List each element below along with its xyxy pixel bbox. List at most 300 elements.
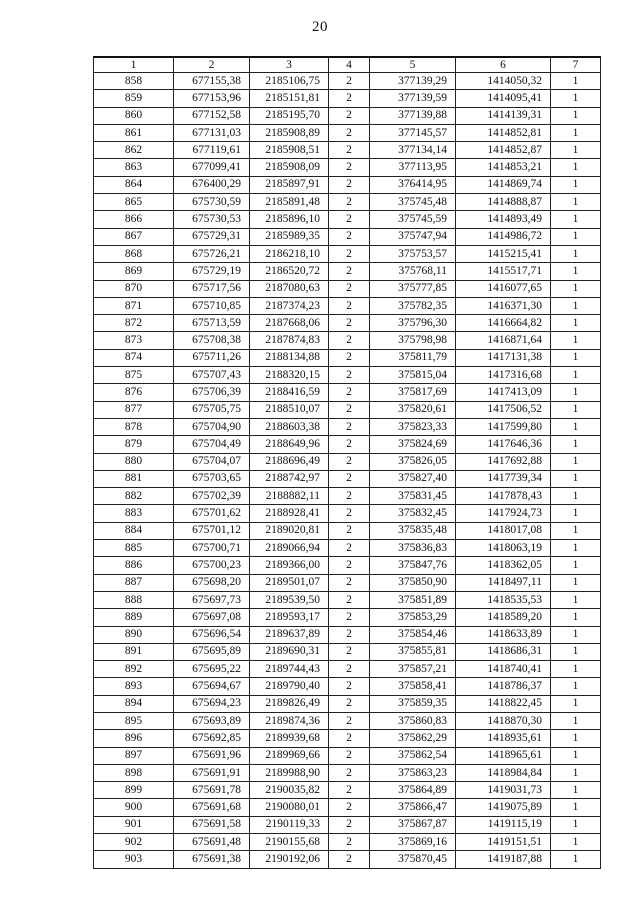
x-coordinate-cell: 675700,23 [174, 557, 250, 574]
x2-coordinate-cell: 375811,79 [370, 349, 456, 366]
page-number: 20 [312, 19, 328, 35]
x2-coordinate-cell: 375835,48 [370, 522, 456, 539]
zone-cell: 2 [329, 280, 370, 297]
x2-coordinate-cell: 377139,29 [370, 73, 456, 90]
point-number-cell: 869 [94, 263, 174, 280]
y-coordinate-cell: 2189690,31 [250, 643, 329, 660]
x2-coordinate-cell: 375798,98 [370, 332, 456, 349]
y2-coordinate-cell: 1415517,71 [456, 263, 551, 280]
zone-cell: 2 [329, 401, 370, 418]
method-cell: 1 [551, 124, 601, 141]
table-row [94, 695, 601, 712]
zone-cell: 2 [329, 332, 370, 349]
zone-cell: 2 [329, 315, 370, 332]
y2-coordinate-cell: 1414852,87 [456, 142, 551, 159]
y-coordinate-cell: 2187374,23 [250, 297, 329, 314]
x-coordinate-cell: 675707,43 [174, 367, 250, 384]
zone-cell: 2 [329, 194, 370, 211]
y-coordinate-cell: 2189744,43 [250, 661, 329, 678]
y2-coordinate-cell: 1418535,53 [456, 591, 551, 608]
zone-cell: 2 [329, 540, 370, 557]
x-coordinate-cell: 675698,20 [174, 574, 250, 591]
x-coordinate-cell: 675730,59 [174, 194, 250, 211]
table-header [94, 57, 601, 73]
zone-cell: 2 [329, 159, 370, 176]
table-row [94, 643, 601, 660]
x2-coordinate-cell: 375747,94 [370, 228, 456, 245]
table-row [94, 124, 601, 141]
x-coordinate-cell: 675694,23 [174, 695, 250, 712]
x2-coordinate-cell: 375859,35 [370, 695, 456, 712]
table-row [94, 782, 601, 799]
x-coordinate-cell: 675711,26 [174, 349, 250, 366]
y-coordinate-cell: 2189366,00 [250, 557, 329, 574]
y-coordinate-cell: 2189939,68 [250, 730, 329, 747]
method-cell: 1 [551, 591, 601, 608]
y-coordinate-cell: 2188882,11 [250, 488, 329, 505]
y-coordinate-cell: 2189988,90 [250, 764, 329, 781]
method-cell: 1 [551, 747, 601, 764]
point-number-cell: 889 [94, 609, 174, 626]
method-cell: 1 [551, 194, 601, 211]
y2-coordinate-cell: 1414853,21 [456, 159, 551, 176]
zone-cell: 2 [329, 124, 370, 141]
method-cell: 1 [551, 332, 601, 349]
table-row [94, 176, 601, 193]
x2-coordinate-cell: 375857,21 [370, 661, 456, 678]
y2-coordinate-cell: 1417692,88 [456, 453, 551, 470]
table-row [94, 349, 601, 366]
point-number-cell: 874 [94, 349, 174, 366]
table-row [94, 211, 601, 228]
y2-coordinate-cell: 1419115,19 [456, 816, 551, 833]
x2-coordinate-cell: 377134,14 [370, 142, 456, 159]
table-row [94, 367, 601, 384]
table-row [94, 436, 601, 453]
zone-cell: 2 [329, 436, 370, 453]
x-coordinate-cell: 675708,38 [174, 332, 250, 349]
table-row [94, 851, 601, 868]
point-number-cell: 896 [94, 730, 174, 747]
x2-coordinate-cell: 375815,04 [370, 367, 456, 384]
zone-cell: 2 [329, 470, 370, 487]
y-coordinate-cell: 2187668,06 [250, 315, 329, 332]
x2-coordinate-cell: 375855,81 [370, 643, 456, 660]
y-coordinate-cell: 2189790,40 [250, 678, 329, 695]
point-number-cell: 901 [94, 816, 174, 833]
table-row [94, 834, 601, 851]
method-cell: 1 [551, 557, 601, 574]
method-cell: 1 [551, 73, 601, 90]
y2-coordinate-cell: 1416077,65 [456, 280, 551, 297]
point-number-cell: 872 [94, 315, 174, 332]
table-row [94, 730, 601, 747]
y-coordinate-cell: 2188134,88 [250, 349, 329, 366]
y2-coordinate-cell: 1418686,31 [456, 643, 551, 660]
x-coordinate-cell: 675729,19 [174, 263, 250, 280]
y2-coordinate-cell: 1418822,45 [456, 695, 551, 712]
table-row [94, 73, 601, 90]
zone-cell: 2 [329, 816, 370, 833]
y2-coordinate-cell: 1417413,09 [456, 384, 551, 401]
x-coordinate-cell: 675694,67 [174, 678, 250, 695]
y2-coordinate-cell: 1414050,32 [456, 73, 551, 90]
x2-coordinate-cell: 375870,45 [370, 851, 456, 868]
x2-coordinate-cell: 375847,76 [370, 557, 456, 574]
x2-coordinate-cell: 375854,46 [370, 626, 456, 643]
method-cell: 1 [551, 834, 601, 851]
y2-coordinate-cell: 1417506,52 [456, 401, 551, 418]
point-number-cell: 875 [94, 367, 174, 384]
x-coordinate-cell: 677152,58 [174, 107, 250, 124]
y-coordinate-cell: 2186520,72 [250, 263, 329, 280]
column-header-5: 5 [370, 57, 456, 73]
x2-coordinate-cell: 375745,59 [370, 211, 456, 228]
x-coordinate-cell: 675691,91 [174, 764, 250, 781]
column-header-1: 1 [94, 57, 174, 73]
point-number-cell: 880 [94, 453, 174, 470]
zone-cell: 2 [329, 695, 370, 712]
y2-coordinate-cell: 1417599,80 [456, 418, 551, 435]
x-coordinate-cell: 675700,71 [174, 540, 250, 557]
x-coordinate-cell: 675693,89 [174, 712, 250, 729]
method-cell: 1 [551, 661, 601, 678]
y-coordinate-cell: 2188510,07 [250, 401, 329, 418]
method-cell: 1 [551, 315, 601, 332]
method-cell: 1 [551, 816, 601, 833]
y-coordinate-cell: 2185908,89 [250, 124, 329, 141]
y2-coordinate-cell: 1419031,73 [456, 782, 551, 799]
x-coordinate-cell: 675706,39 [174, 384, 250, 401]
point-number-cell: 876 [94, 384, 174, 401]
table-row [94, 661, 601, 678]
x-coordinate-cell: 675695,89 [174, 643, 250, 660]
point-number-cell: 867 [94, 228, 174, 245]
method-cell: 1 [551, 142, 601, 159]
y2-coordinate-cell: 1418589,20 [456, 609, 551, 626]
table-row [94, 194, 601, 211]
y2-coordinate-cell: 1414986,72 [456, 228, 551, 245]
x2-coordinate-cell: 375862,29 [370, 730, 456, 747]
method-cell: 1 [551, 643, 601, 660]
zone-cell: 2 [329, 678, 370, 695]
method-cell: 1 [551, 712, 601, 729]
y-coordinate-cell: 2189066,94 [250, 540, 329, 557]
method-cell: 1 [551, 176, 601, 193]
x-coordinate-cell: 677153,96 [174, 90, 250, 107]
zone-cell: 2 [329, 263, 370, 280]
y-coordinate-cell: 2190119,33 [250, 816, 329, 833]
zone-cell: 2 [329, 505, 370, 522]
x2-coordinate-cell: 375858,41 [370, 678, 456, 695]
table-row [94, 297, 601, 314]
point-number-cell: 884 [94, 522, 174, 539]
method-cell: 1 [551, 695, 601, 712]
method-cell: 1 [551, 453, 601, 470]
point-number-cell: 868 [94, 245, 174, 262]
table-row [94, 470, 601, 487]
x2-coordinate-cell: 375866,47 [370, 799, 456, 816]
x-coordinate-cell: 675691,58 [174, 816, 250, 833]
y-coordinate-cell: 2187080,63 [250, 280, 329, 297]
x2-coordinate-cell: 375850,90 [370, 574, 456, 591]
y2-coordinate-cell: 1418362,05 [456, 557, 551, 574]
method-cell: 1 [551, 90, 601, 107]
table-row [94, 799, 601, 816]
column-header-7: 7 [551, 57, 601, 73]
y2-coordinate-cell: 1415215,41 [456, 245, 551, 262]
x2-coordinate-cell: 375796,30 [370, 315, 456, 332]
header-row [94, 57, 601, 73]
point-number-cell: 886 [94, 557, 174, 574]
y2-coordinate-cell: 1417646,36 [456, 436, 551, 453]
y2-coordinate-cell: 1414095,41 [456, 90, 551, 107]
method-cell: 1 [551, 764, 601, 781]
y-coordinate-cell: 2189593,17 [250, 609, 329, 626]
zone-cell: 2 [329, 349, 370, 366]
point-number-cell: 861 [94, 124, 174, 141]
y-coordinate-cell: 2189826,49 [250, 695, 329, 712]
y2-coordinate-cell: 1419151,51 [456, 834, 551, 851]
x-coordinate-cell: 675704,49 [174, 436, 250, 453]
column-header-2: 2 [174, 57, 250, 73]
zone-cell: 2 [329, 782, 370, 799]
method-cell: 1 [551, 470, 601, 487]
table-row [94, 280, 601, 297]
column-header-6: 6 [456, 57, 551, 73]
y-coordinate-cell: 2185891,48 [250, 194, 329, 211]
x2-coordinate-cell: 375836,83 [370, 540, 456, 557]
y2-coordinate-cell: 1414139,31 [456, 107, 551, 124]
y2-coordinate-cell: 1418870,30 [456, 712, 551, 729]
x-coordinate-cell: 675703,65 [174, 470, 250, 487]
method-cell: 1 [551, 522, 601, 539]
method-cell: 1 [551, 401, 601, 418]
method-cell: 1 [551, 678, 601, 695]
y-coordinate-cell: 2185908,51 [250, 142, 329, 159]
point-number-cell: 898 [94, 764, 174, 781]
method-cell: 1 [551, 159, 601, 176]
x2-coordinate-cell: 375853,29 [370, 609, 456, 626]
method-cell: 1 [551, 505, 601, 522]
y2-coordinate-cell: 1419075,89 [456, 799, 551, 816]
table-row [94, 401, 601, 418]
point-number-cell: 899 [94, 782, 174, 799]
zone-cell: 2 [329, 488, 370, 505]
table-row [94, 107, 601, 124]
x2-coordinate-cell: 377145,57 [370, 124, 456, 141]
x-coordinate-cell: 675697,73 [174, 591, 250, 608]
x-coordinate-cell: 675717,56 [174, 280, 250, 297]
zone-cell: 2 [329, 626, 370, 643]
point-number-cell: 883 [94, 505, 174, 522]
table-row [94, 816, 601, 833]
x2-coordinate-cell: 375862,54 [370, 747, 456, 764]
table-row [94, 591, 601, 608]
x-coordinate-cell: 675704,07 [174, 453, 250, 470]
y-coordinate-cell: 2189637,89 [250, 626, 329, 643]
zone-cell: 2 [329, 764, 370, 781]
zone-cell: 2 [329, 228, 370, 245]
zone-cell: 2 [329, 851, 370, 868]
table-row [94, 488, 601, 505]
zone-cell: 2 [329, 176, 370, 193]
x-coordinate-cell: 677131,03 [174, 124, 250, 141]
x-coordinate-cell: 677155,38 [174, 73, 250, 90]
column-header-3: 3 [250, 57, 329, 73]
x-coordinate-cell: 675697,08 [174, 609, 250, 626]
point-number-cell: 865 [94, 194, 174, 211]
x2-coordinate-cell: 375827,40 [370, 470, 456, 487]
method-cell: 1 [551, 730, 601, 747]
point-number-cell: 894 [94, 695, 174, 712]
y-coordinate-cell: 2188696,49 [250, 453, 329, 470]
point-number-cell: 877 [94, 401, 174, 418]
column-header-4: 4 [329, 57, 370, 73]
x2-coordinate-cell: 375831,45 [370, 488, 456, 505]
table-row [94, 384, 601, 401]
x2-coordinate-cell: 375860,83 [370, 712, 456, 729]
table-row [94, 228, 601, 245]
y-coordinate-cell: 2188416,59 [250, 384, 329, 401]
zone-cell: 2 [329, 834, 370, 851]
x-coordinate-cell: 675691,38 [174, 851, 250, 868]
method-cell: 1 [551, 418, 601, 435]
x-coordinate-cell: 675701,12 [174, 522, 250, 539]
x-coordinate-cell: 676400,29 [174, 176, 250, 193]
method-cell: 1 [551, 799, 601, 816]
y-coordinate-cell: 2190192,06 [250, 851, 329, 868]
x2-coordinate-cell: 375768,11 [370, 263, 456, 280]
y2-coordinate-cell: 1417131,38 [456, 349, 551, 366]
y-coordinate-cell: 2185908,09 [250, 159, 329, 176]
table-row [94, 159, 601, 176]
table-row [94, 418, 601, 435]
point-number-cell: 860 [94, 107, 174, 124]
y2-coordinate-cell: 1417739,34 [456, 470, 551, 487]
method-cell: 1 [551, 574, 601, 591]
y2-coordinate-cell: 1417924,73 [456, 505, 551, 522]
x-coordinate-cell: 677119,61 [174, 142, 250, 159]
method-cell: 1 [551, 349, 601, 366]
x-coordinate-cell: 677099,41 [174, 159, 250, 176]
y-coordinate-cell: 2189874,36 [250, 712, 329, 729]
y-coordinate-cell: 2187874,83 [250, 332, 329, 349]
x-coordinate-cell: 675702,39 [174, 488, 250, 505]
point-number-cell: 863 [94, 159, 174, 176]
method-cell: 1 [551, 384, 601, 401]
method-cell: 1 [551, 609, 601, 626]
table-row [94, 505, 601, 522]
x2-coordinate-cell: 377139,59 [370, 90, 456, 107]
y2-coordinate-cell: 1418935,61 [456, 730, 551, 747]
point-number-cell: 881 [94, 470, 174, 487]
point-number-cell: 871 [94, 297, 174, 314]
x-coordinate-cell: 675691,96 [174, 747, 250, 764]
method-cell: 1 [551, 297, 601, 314]
x2-coordinate-cell: 376414,95 [370, 176, 456, 193]
point-number-cell: 903 [94, 851, 174, 868]
zone-cell: 2 [329, 142, 370, 159]
x-coordinate-cell: 675691,78 [174, 782, 250, 799]
point-number-cell: 890 [94, 626, 174, 643]
point-number-cell: 900 [94, 799, 174, 816]
zone-cell: 2 [329, 574, 370, 591]
zone-cell: 2 [329, 522, 370, 539]
x-coordinate-cell: 675710,85 [174, 297, 250, 314]
table-row [94, 540, 601, 557]
zone-cell: 2 [329, 609, 370, 626]
y-coordinate-cell: 2190155,68 [250, 834, 329, 851]
point-number-cell: 878 [94, 418, 174, 435]
table-row [94, 332, 601, 349]
y-coordinate-cell: 2185195,70 [250, 107, 329, 124]
table-row [94, 245, 601, 262]
point-number-cell: 879 [94, 436, 174, 453]
method-cell: 1 [551, 228, 601, 245]
point-number-cell: 885 [94, 540, 174, 557]
x-coordinate-cell: 675713,59 [174, 315, 250, 332]
x2-coordinate-cell: 375823,33 [370, 418, 456, 435]
point-number-cell: 887 [94, 574, 174, 591]
zone-cell: 2 [329, 747, 370, 764]
zone-cell: 2 [329, 799, 370, 816]
x2-coordinate-cell: 375782,35 [370, 297, 456, 314]
table-row [94, 142, 601, 159]
table-row [94, 747, 601, 764]
y2-coordinate-cell: 1418965,61 [456, 747, 551, 764]
x-coordinate-cell: 675695,22 [174, 661, 250, 678]
table-row [94, 263, 601, 280]
table-body [94, 73, 601, 869]
table-row [94, 678, 601, 695]
coordinates-table [93, 56, 601, 869]
y2-coordinate-cell: 1418017,08 [456, 522, 551, 539]
table-row [94, 522, 601, 539]
y2-coordinate-cell: 1418633,89 [456, 626, 551, 643]
y2-coordinate-cell: 1418497,11 [456, 574, 551, 591]
y-coordinate-cell: 2188928,41 [250, 505, 329, 522]
zone-cell: 2 [329, 245, 370, 262]
y2-coordinate-cell: 1414893,49 [456, 211, 551, 228]
y-coordinate-cell: 2186218,10 [250, 245, 329, 262]
point-number-cell: 870 [94, 280, 174, 297]
point-number-cell: 891 [94, 643, 174, 660]
y2-coordinate-cell: 1418740,41 [456, 661, 551, 678]
x2-coordinate-cell: 375826,05 [370, 453, 456, 470]
point-number-cell: 862 [94, 142, 174, 159]
x2-coordinate-cell: 375820,61 [370, 401, 456, 418]
x2-coordinate-cell: 375851,89 [370, 591, 456, 608]
table-row [94, 453, 601, 470]
point-number-cell: 902 [94, 834, 174, 851]
x-coordinate-cell: 675692,85 [174, 730, 250, 747]
method-cell: 1 [551, 626, 601, 643]
point-number-cell: 882 [94, 488, 174, 505]
zone-cell: 2 [329, 367, 370, 384]
x-coordinate-cell: 675691,48 [174, 834, 250, 851]
table-row [94, 557, 601, 574]
x2-coordinate-cell: 375869,16 [370, 834, 456, 851]
table-row [94, 609, 601, 626]
zone-cell: 2 [329, 712, 370, 729]
x2-coordinate-cell: 375817,69 [370, 384, 456, 401]
zone-cell: 2 [329, 107, 370, 124]
zone-cell: 2 [329, 661, 370, 678]
y-coordinate-cell: 2185989,35 [250, 228, 329, 245]
x2-coordinate-cell: 375777,85 [370, 280, 456, 297]
zone-cell: 2 [329, 418, 370, 435]
